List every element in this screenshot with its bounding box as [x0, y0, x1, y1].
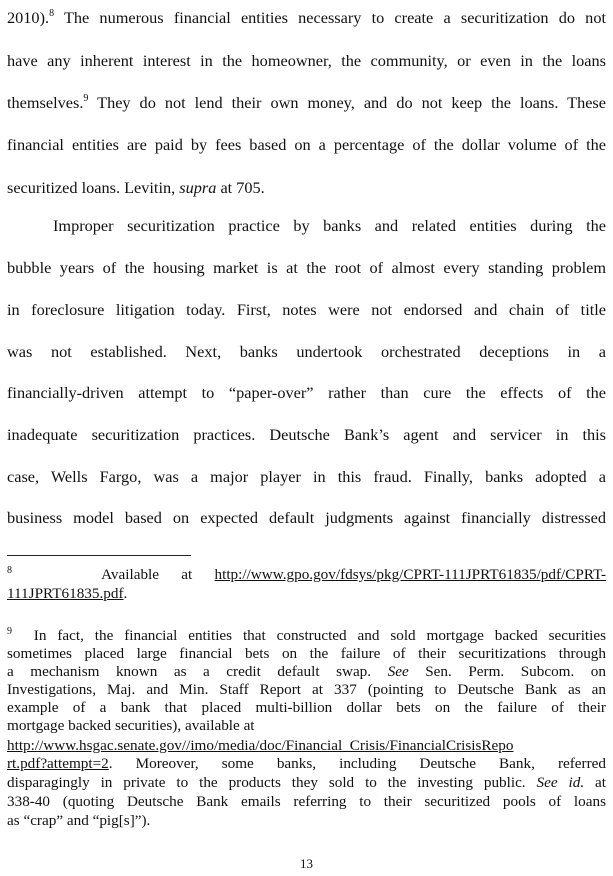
footnote-link[interactable]: 111JPRT61835.pdf — [7, 585, 124, 602]
page-number: 13 — [300, 856, 313, 871]
text-run: 2010). — [7, 8, 50, 27]
footnote-9-line — [7, 737, 606, 755]
footnote-separator — [7, 555, 191, 556]
footnote-link[interactable]: http://www.hsgac.senate.gov//imo/media/doc/Financial_Crisis/FinancialCrisisRepo — [7, 737, 514, 754]
text-run: Sen. Perm. Subcom. on — [408, 663, 606, 680]
text-run: themselves. — [7, 93, 84, 112]
text-run: The numerous financial entities necessary to create a securitization do not — [54, 8, 606, 27]
italic-text: supra — [179, 178, 217, 197]
text-run: . Moreover, some banks, including Deutsche Bank, referred — [108, 755, 606, 772]
text-run: at 705. — [216, 178, 265, 197]
footnote-number: 8 — [7, 564, 12, 576]
footnote-9-line — [7, 663, 606, 681]
footnote-9-line — [7, 755, 606, 773]
footnote-9-line — [7, 627, 606, 645]
text-run: a mechanism known as a credit default swap. — [7, 663, 388, 680]
footnote-9-line: 338-40 (quoting Deutsche Bank emails referring to their securitized pools of loans — [7, 793, 606, 810]
text-run: . — [123, 585, 128, 602]
italic-text: See — [387, 663, 409, 680]
text-run: disparagingly in private to the products they sold to the investing public. — [7, 774, 537, 791]
body-line — [7, 178, 606, 198]
text-run: securitized loans. Levitin, — [7, 178, 180, 197]
body-line: financial entities are paid by fees based on a percentage of the dollar volume of the — [7, 135, 606, 154]
body-line: have any inherent interest in the homeowner, the community, or even in the loans — [7, 51, 606, 70]
body-line — [7, 93, 606, 113]
footnote-9-line — [7, 774, 606, 792]
footnote-8-line — [7, 566, 606, 584]
body-line: inadequate securitization practices. Deutsche Bank’s agent and servicer in this — [7, 425, 606, 444]
body-line: financially-driven attempt to “paper-over” rather than cure the effects of the — [7, 383, 606, 402]
text-run: In fact, the financial entities that constructed and sold mortgage backed securities — [33, 627, 607, 644]
body-line: case, Wells Fargo, was a major player in this fraud. Finally, banks adopted a — [7, 467, 606, 486]
footnote-number: 9 — [7, 625, 12, 637]
footnote-link[interactable]: rt.pdf?attempt=2 — [7, 755, 109, 772]
footnote-9-line: sometimes placed large financial bets on the failure of their securitizations through — [7, 645, 606, 662]
text-run: at — [584, 774, 606, 791]
text-run: Available at — [101, 566, 215, 583]
body-line: Improper securitization practice by banks and related entities during the — [53, 216, 606, 235]
footnote-9-line: Investigations, Maj. and Min. Staff Report at 337 (pointing to Deutsche Bank as an — [7, 681, 606, 698]
body-line — [7, 8, 606, 28]
italic-text: See id. — [536, 774, 585, 791]
body-line: bubble years of the housing market is at the root of almost every standing problem — [7, 258, 606, 277]
footnote-9-line: as “crap” and “pig[s]”). — [7, 812, 151, 829]
footnote-9-line: mortgage backed securities), available at — [7, 717, 255, 734]
footnote-link[interactable]: http://www.gpo.gov/fdsys/pkg/CPRT-111JPRT61835/pdf/CPRT- — [214, 566, 607, 583]
text-run: They do not lend their own money, and do not keep the loans. These — [88, 93, 606, 112]
body-line: business model based on expected default judgments against financially distressed — [7, 508, 606, 527]
footnote-ref-9[interactable]: 9 — [83, 92, 89, 104]
footnote-8-line — [7, 585, 606, 603]
body-line: was not established. Next, banks undertook orchestrated deceptions in a — [7, 342, 606, 361]
footnote-ref-8[interactable]: 8 — [49, 7, 55, 19]
body-line: in foreclosure litigation today. First, notes were not endorsed and chain of title — [7, 300, 606, 319]
footnote-9-line: example of a bank that placed multi-billion dollar bets on the failure of their — [7, 699, 606, 716]
